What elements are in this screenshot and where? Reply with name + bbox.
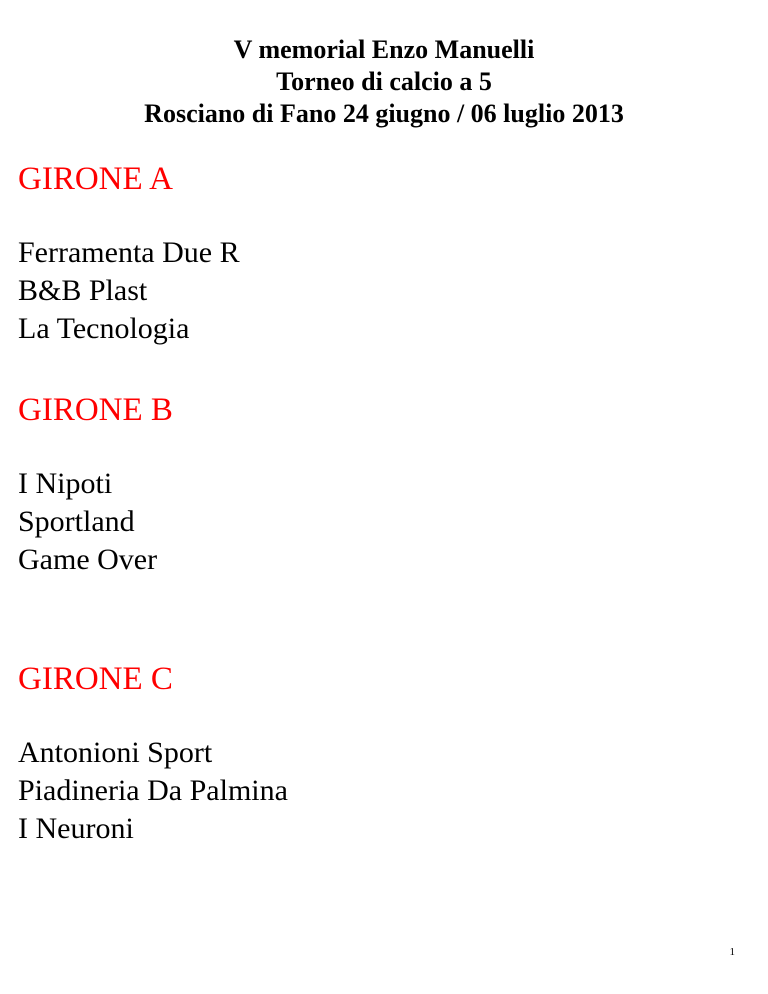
team-name: I Nipoti xyxy=(18,467,113,500)
group-b-team-list xyxy=(18,465,173,579)
group-c-section xyxy=(18,660,288,848)
group-a-title: GIRONE A xyxy=(18,161,173,197)
group-c-title: GIRONE C xyxy=(18,661,173,697)
team-name: La Tecnologia xyxy=(18,312,190,345)
document-header xyxy=(0,34,768,130)
group-a-team-list xyxy=(18,234,240,348)
team-name: I Neuroni xyxy=(18,812,134,845)
team-name: Game Over xyxy=(18,543,158,576)
group-a-section xyxy=(18,160,240,348)
team-name: B&B Plast xyxy=(18,274,148,307)
team-name: Antonioni Sport xyxy=(18,736,213,769)
event-location-dates: Rosciano di Fano 24 giugno / 06 luglio 2013 xyxy=(144,99,624,128)
team-name: Piadineria Da Palmina xyxy=(18,774,288,807)
team-name: Ferramenta Due R xyxy=(18,236,240,269)
page-number: 1 xyxy=(729,946,735,958)
group-b-title: GIRONE B xyxy=(18,392,173,428)
group-b-section xyxy=(18,391,173,579)
event-title: V memorial Enzo Manuelli xyxy=(233,35,535,64)
team-name: Sportland xyxy=(18,505,135,538)
event-subtitle: Torneo di calcio a 5 xyxy=(276,67,492,96)
group-c-team-list xyxy=(18,734,288,848)
